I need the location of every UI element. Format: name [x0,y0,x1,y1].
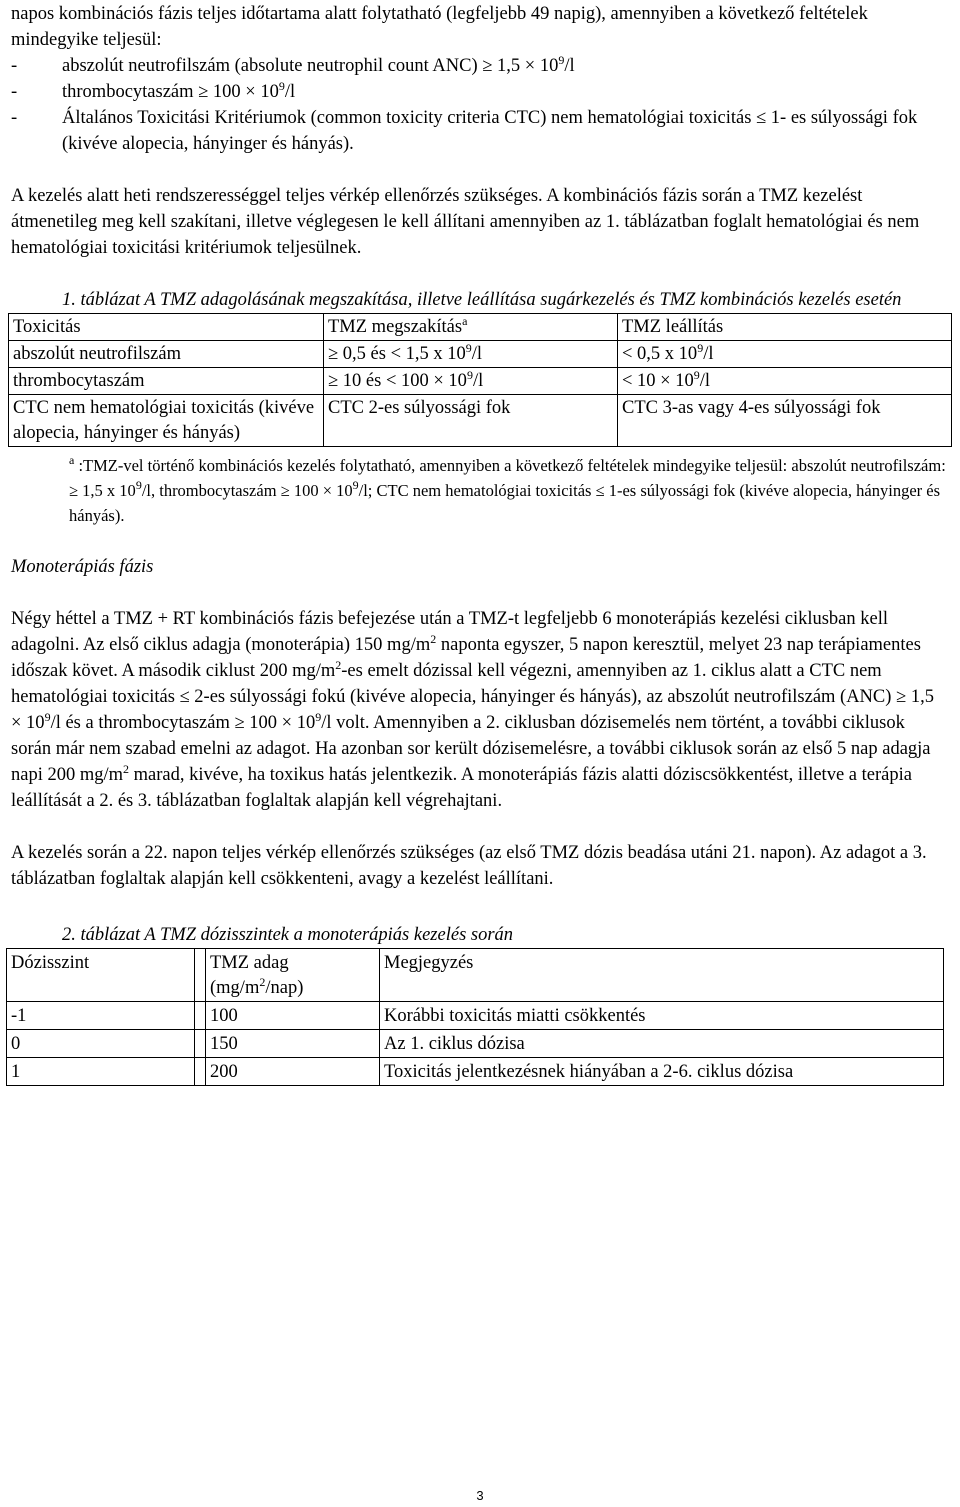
intro-paragraph: napos kombinációs fázis teljes időtartama alatt folytatható (legfeljebb 49 napig), amennyiben a következő feltételek mindegyike teljesül: [11,4,868,50]
table-row [7,1030,944,1058]
table-cell: abszolút neutrofilszám [9,341,324,368]
superscript: a [462,314,468,328]
conditions-list [11,53,946,157]
table-cell: Korábbi toxicitás miatti csökkentés [380,1002,944,1030]
condition-unit: /l [564,56,575,76]
table-row [9,341,952,368]
day22-paragraph: A kezelés során a 22. napon teljes vérkép ellenőrzés szükséges (az első TMZ dózis beadása utáni 21. napon). Az adagot a 3. táblázatban foglaltak alapján kell csökkenteni, avagy a kezelést leállítani. [11,843,927,889]
monotherapy-paragraph: Négy héttel a TMZ + RT kombinációs fázis befejezése után a TMZ-t legfeljebb 6 monoterápiás kezelési ciklusban kell adagolni. Az első ciklus adagja (monoterápia) 150 $mg/m^2$ naponta egyszer, 5 napon keresztül, melyet 23 nap terápiamentes időszak követ. A második ciklust 200 $mg/m^2-es$ emelt dózissal kell végezni, amennyiben az 1. ciklus alatt a CTC nem hematológiai toxicitás ≤ 2-es súlyossági fokú (kivéve alopecia, hányinger és hányás), az abszolút neutrofilszám $(ANC) \ge 1,5 \times 10^9/l$ és a thrombocytaszám ≥ $100 \times 10^9/l$ volt. Amennyiben a 2. ciklusban dózisemelés nem történt, a további ciklusok során már nem szabad emelni az adagot. Ha azonban sor került dózisemelésre, a további ciklusok során az első 5 nap adagja napi 200 $mg/m^2$ marad, kivéve, ha toxikus hatás jelentkezik. A monoterápiás fázis alatti dóziscsökkentést, illetve a terápia leállítását a 2. és 3. táblázatban foglaltak alapján kell végrehajtani. [11,609,934,811]
table-header-cell: TMZ leállítás [618,314,952,341]
condition-item [11,53,946,79]
table-header-row [7,949,944,1002]
table-row [9,395,952,447]
table2-caption: 2. táblázat A TMZ dózisszintek a monoterápiás kezelés során [62,925,514,945]
table-row [7,1058,944,1086]
condition-unit: /l [284,82,296,102]
table-cell: ≥ 0,5 és < 1,5 x $10^9/l$ [324,341,618,368]
table-header-cell: TMZ megszakítás$^a$ [324,314,618,341]
condition-text: Általános Toxicitási Kritériumok (common toxicity criteria CTC) nem hematológiai toxicitás ≤ 1- es súlyossági fok (kivéve alopecia, hányinger és hányás). [62,108,918,154]
condition-item [11,105,946,157]
table2 [6,948,944,1086]
table-cell: < $10 \times 10^9/l$ [618,368,952,395]
table-cell: 100 [206,1002,380,1030]
table-row [7,1002,944,1030]
footnote-mark: a [69,453,75,467]
table-header-cell: Megjegyzés [380,949,944,1002]
superscript: 9 [278,79,285,93]
table-header-cell: Toxicitás [9,314,324,341]
table1-caption: 1. táblázat A TMZ adagolásának megszakítása, illetve leállítása sugárkezelés és TMZ kombinációs kezelés esetén [62,290,902,310]
table-cell: CTC nem hematológiai toxicitás (kivéve alopecia, hányinger és hányás) [9,395,324,447]
table-cell: < 0,5 x $10^9/l$ [618,341,952,368]
table-cell: Toxicitás jelentkezésnek hiányában a 2-6. ciklus dózisa [380,1058,944,1086]
table-header-row [9,314,952,341]
table1-footnote: $^a$ :TMZ-vel történő kombinációs kezelés folytatható, amennyiben a következő feltételek mindegyike teljesül: abszolút neutrofilszám: ≥ 1,5 x $10^9/l$, thrombocytaszám ≥ $100 \times 10^9/l$; CTC nem hematológiai toxicitás ≤ 1-es súlyossági fok (kivéve alopecia, hányinger és hányás). [69,453,946,525]
table1 [8,313,952,447]
monitoring-paragraph: A kezelés alatt heti rendszerességgel teljes vérkép ellenőrzés szükséges. A kombinációs fázis során a TMZ kezelést átmenetileg meg kell szakítani, illetve véglegesen le kell állítani amennyiben az 1. táblázatban foglalt hematológiai és nem hematológiai toxicitási kritériumok teljesülnek. [11,186,920,258]
list-dash: - [11,56,18,76]
table-cell: Az 1. ciklus dózisa [380,1030,944,1058]
table-cell: 1 [7,1058,195,1086]
page-number: 3 [476,1488,484,1503]
table-cell: CTC 2-es súlyossági fok [324,395,618,447]
condition-text: thrombocytaszám ≥ 100 × 10 [62,82,279,102]
table-cell: thrombocytaszám [9,368,324,395]
table-cell: 0 [7,1030,195,1058]
table-cell: 150 [206,1030,380,1058]
list-dash: - [11,108,18,128]
section-heading: Monoterápiás fázis [11,557,154,577]
condition-text: abszolút neutrofilszám (absolute neutrophil count ANC) ≥ 1,5 × 10 [62,56,559,76]
table-header-cell: TMZ adag $(mg/m^2/nap)$ [206,949,380,1002]
table-cell: -1 [7,1002,195,1030]
table-cell: CTC 3-as vagy 4-es súlyossági fok [618,395,952,447]
document-page [11,0,946,1086]
table-cell: 200 [206,1058,380,1086]
superscript: 9 [558,53,565,67]
condition-item [11,79,946,105]
list-dash: - [11,82,18,102]
table-cell: ≥ 10 és < $100 \times 10^9/l$ [324,368,618,395]
table-row [9,368,952,395]
table-header-cell: Dózisszint [7,949,195,1002]
